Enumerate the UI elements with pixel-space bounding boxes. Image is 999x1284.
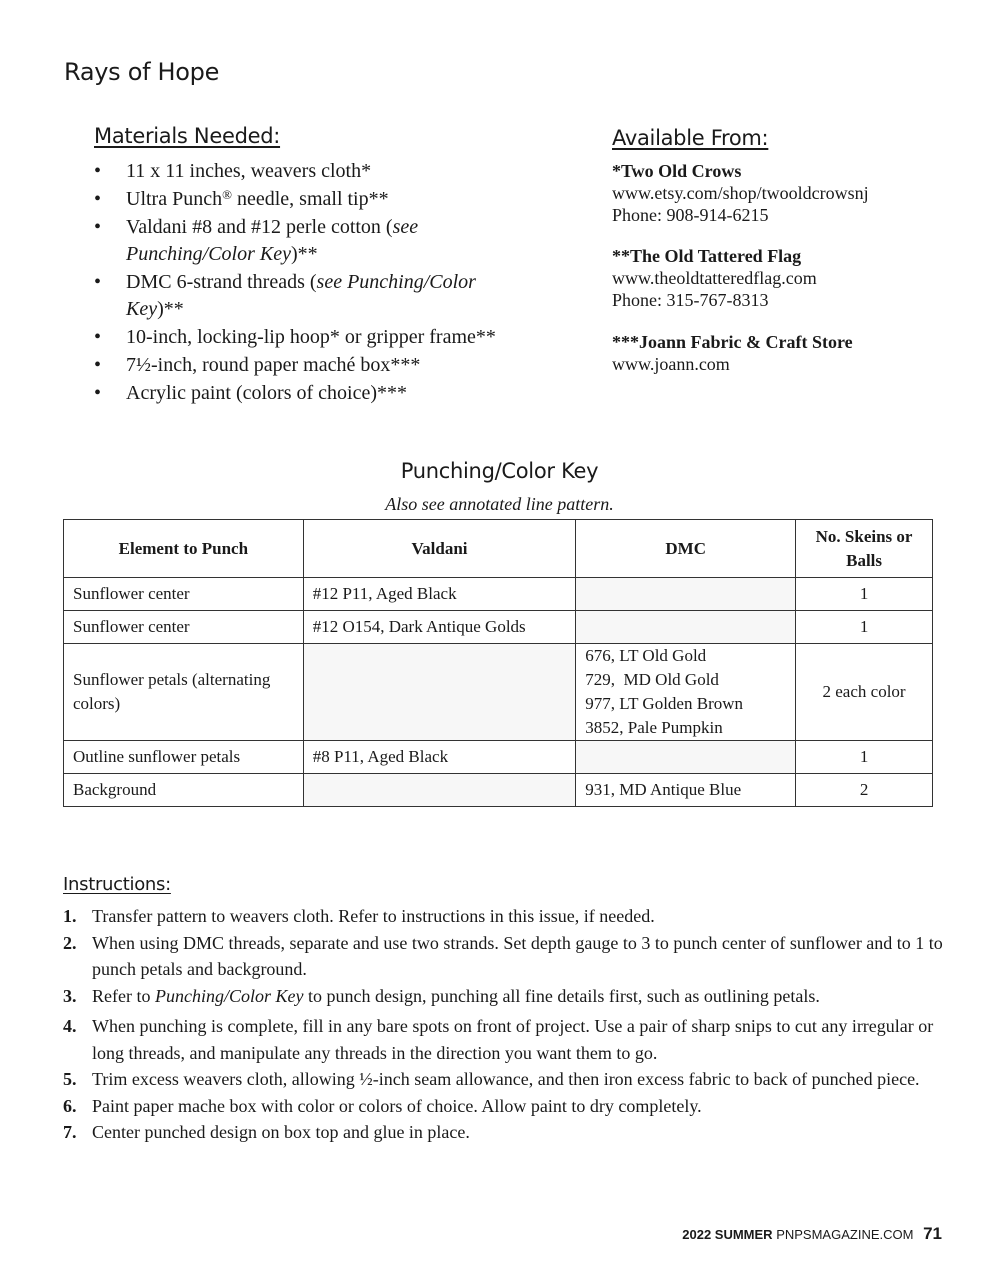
valdani-cell: #12 P11, Aged Black (303, 578, 576, 611)
qty-cell: 2 (796, 774, 933, 807)
table-row (64, 741, 933, 774)
source-two-old-crows (612, 160, 869, 226)
materials-heading: Materials Needed: (94, 124, 281, 148)
element-cell: Sunflower petals (alternating colors) (64, 644, 304, 741)
table-row (64, 578, 933, 611)
column-header: DMC (576, 520, 796, 578)
source-phone: Phone: 908-914-6215 (612, 205, 769, 225)
available-heading: Available From: (612, 126, 769, 150)
source-url: www.etsy.com/shop/twooldcrowsnj (612, 183, 869, 203)
qty-cell: 1 (796, 741, 933, 774)
instruction-step: 1. Transfer pattern to weavers cloth. Refer to instructions in this issue, if needed. (63, 906, 655, 926)
column-header: Element to Punch (64, 520, 304, 578)
table-row (64, 611, 933, 644)
source-url: www.joann.com (612, 354, 730, 374)
table-header-row (64, 520, 933, 578)
qty-cell: 2 each color (796, 644, 933, 741)
page-number: 71 (923, 1224, 942, 1243)
qty-cell: 1 (796, 578, 933, 611)
element-cell: Sunflower center (64, 578, 304, 611)
list-item: • Acrylic paint (colors of choice)*** (94, 380, 534, 407)
dmc-cell (576, 611, 796, 644)
element-cell: Sunflower center (64, 611, 304, 644)
source-old-tattered-flag (612, 245, 817, 311)
dmc-cell: 931, MD Antique Blue (576, 774, 796, 807)
footer-site: PNPSMAGAZINE.COM (776, 1227, 914, 1242)
instruction-step: 3. Refer to Punching/Color Key to punch design, punching all fine details first, such as outlining petals. (63, 985, 820, 1006)
valdani-cell: #8 P11, Aged Black (303, 741, 576, 774)
source-name: **The Old Tattered Flag (612, 246, 802, 266)
page-title: Rays of Hope (64, 58, 220, 86)
instruction-step: 6. Paint paper mache box with color or colors of choice. Allow paint to dry completely. (63, 1095, 702, 1116)
dmc-cell: 676, LT Old Gold 729, MD Old Gold 977, LT Golden Brown 3852, Pale Pumpkin (576, 644, 796, 741)
list-item: • 10-inch, locking-lip hoop* or gripper frame** (94, 324, 534, 351)
source-joann (612, 331, 853, 375)
source-phone: Phone: 315-767-8313 (612, 290, 769, 310)
list-item: • Valdani #8 and #12 perle cotton (see Punching/Color Key)** (94, 216, 419, 265)
color-key-heading: Punching/Color Key (400, 459, 599, 483)
list-item: • 11 x 11 inches, weavers cloth* (94, 158, 534, 185)
list-item: • 7½-inch, round paper maché box*** (94, 352, 534, 379)
instruction-step: 2. When using DMC threads, separate and use two strands. Set depth gauge to 3 to punch center of sunflower and to 1 to punch petals and background. (63, 932, 943, 979)
element-cell: Outline sunflower petals (64, 741, 304, 774)
column-header: Valdani (303, 520, 576, 578)
valdani-cell (303, 774, 576, 807)
list-item: • Ultra Punch® needle, small tip** (94, 186, 534, 213)
source-name: *Two Old Crows (612, 161, 742, 181)
table-row (64, 644, 933, 741)
bullet-icon: • (94, 382, 102, 404)
instruction-step: 4. When punching is complete, fill in any bare spots on front of project. Use a pair of sharp snips to cut any irregular or long threads, and manipulate any threads in the direction you want them to go. (63, 1016, 934, 1063)
bullet-icon: • (94, 326, 102, 348)
valdani-cell (303, 644, 576, 741)
bullet-icon: • (94, 271, 102, 293)
source-url: www.theoldtatteredflag.com (612, 268, 817, 288)
table-row (64, 774, 933, 807)
page-footer (682, 1224, 942, 1244)
materials-list (94, 158, 534, 408)
column-header: No. Skeins or Balls (796, 520, 933, 578)
element-cell: Background (64, 774, 304, 807)
bullet-icon: • (94, 216, 102, 238)
bullet-icon: • (94, 188, 102, 210)
source-name: ***Joann Fabric & Craft Store (612, 332, 853, 352)
instructions-list (63, 903, 943, 1146)
color-key-subheading: Also see annotated line pattern. (385, 494, 614, 514)
color-key-table (63, 519, 933, 807)
dmc-cell (576, 741, 796, 774)
list-item: • DMC 6-strand threads (see Punching/Color Key)** (94, 271, 476, 320)
dmc-cell (576, 578, 796, 611)
instruction-step: 5. Trim excess weavers cloth, allowing ½-inch seam allowance, and then iron excess fabric to back of punched piece. (63, 1069, 920, 1089)
valdani-cell: #12 O154, Dark Antique Golds (303, 611, 576, 644)
qty-cell: 1 (796, 611, 933, 644)
bullet-icon: • (94, 160, 102, 182)
bullet-icon: • (94, 354, 102, 376)
instruction-step: 7. Center punched design on box top and glue in place. (63, 1122, 470, 1142)
instructions-heading: Instructions: (63, 874, 171, 895)
footer-season: 2022 SUMMER (682, 1227, 773, 1242)
